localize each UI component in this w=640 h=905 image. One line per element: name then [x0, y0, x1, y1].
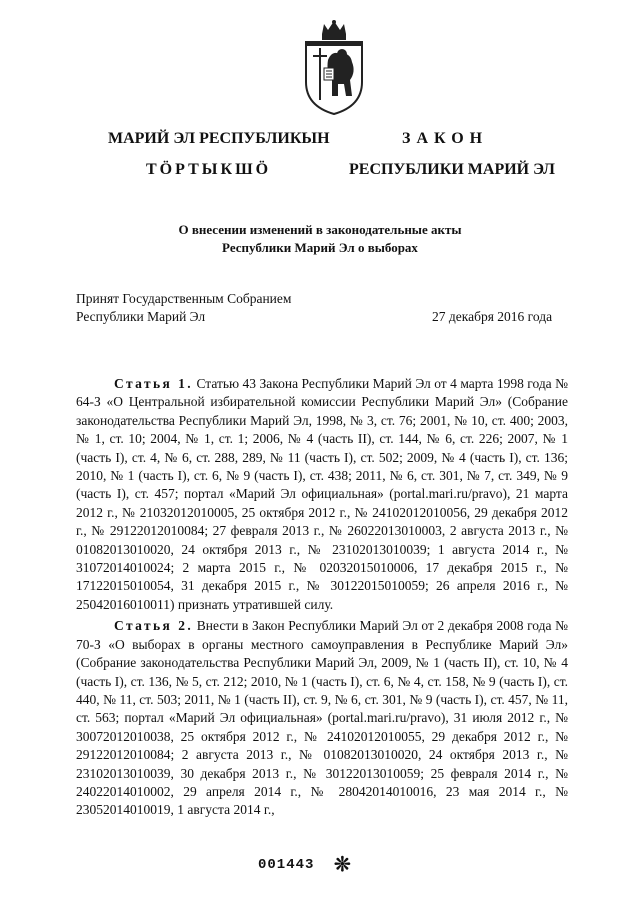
- adoption-statement: [76, 290, 291, 326]
- adoption-date: 27 декабря 2016 года: [432, 309, 553, 324]
- law-title-line1: О внесении изменений в законодательные акты: [178, 222, 462, 237]
- asterisk-mark-icon: ❊: [334, 854, 351, 876]
- article-2: [76, 617, 568, 819]
- header-right-line1: ЗАКОН: [402, 130, 489, 147]
- article-2-label: Статья 2.: [114, 618, 194, 634]
- law-title-line2: Республики Марий Эл о выборах: [222, 240, 418, 255]
- document-serial-number: 001443: [258, 857, 315, 873]
- header-left-line1: МАРИЙ ЭЛ РЕСПУБЛИКЫН: [108, 130, 330, 147]
- law-body: [76, 375, 568, 820]
- article-1-label: Статья 1.: [114, 376, 194, 391]
- article-2-text: Внести в Закон Республики Марий Эл от 2 декабря 2008 года № 70-З «О выборах в органы местного самоуправления в Республике Марий Эл» (Собрание законодательства Республики Марий Эл, 2009, № 1 (часть II), ст. 10, № 4 (часть I), ст. 136, № 5, ст. 212; 2010, № 1 (часть I), ст. 6, № 4, ст. 158, № 9 (часть I), ст. 440, № 11, ст. 503; 2011, № 1 (часть II), ст. 9, № 6, ст. 301, № 9 (часть I), ст. 457, № 11, ст. 563; портал «Марий Эл официальная» (portal.mari.ru/pravo), 31 июля 2012 г., № 30072012010038, 25 октября 2012 г., № 24102012010055, 29 декабря 2012 г., № 29122012010084; 2 августа 2013 г., № 01082013010020, 24 октября 2013 г., № 23102013010039, 30 декабря 2013 г., № 30122013010059; 25 февраля 2014 г., № 24022014010002, 29 апреля 2014 г., № 28042014010016, 23 мая 2014 г., № 23052014010019, 1 августа 2014 г.,: [76, 618, 568, 818]
- law-title: [0, 221, 640, 257]
- adoption-line1: Принят Государственным Собранием: [76, 291, 292, 306]
- article-1-text: Статью 43 Закона Республики Марий Эл от 4 марта 1998 года № 64-З «О Центральной избирательной комиссии Республики Марий Эл» (Собрание законодательства Республики Марий Эл, 1998, № 3, ст. 76; 2001, № 10, ст. 400; 2003, № 1, ст. 10; 2004, № 1, ст. 1; 2006, № 4 (часть II), ст. 144, № 6, ст. 226; 2007, № 1 (часть I), ст. 4, № 6, ст. 288, 289, № 11 (часть I), ст. 502; 2009, № 4 (часть I), ст. 136; 2010, № 1 (часть I), ст. 6, № 9 (часть I), ст. 438; 2011, № 6, ст. 301, № 7, ст. 349, № 9 (часть I), ст. 457; портал «Марий Эл официальная» (portal.mari.ru/pravo), 21 марта 2012 г., № 21032012010005, 25 октября 2012 г., № 24102012010056, 29 декабря 2012 г., № 29122012010084; 27 февраля 2013 г., № 26022013010003, 2 августа 2013 г., № 01082013010020, 24 октября 2013 г., № 23102013010039; 1 августа 2014 г., № 31072014010024; 2 марта 2015 г., № 02032015010006, 17 декабря 2015 г., № 17122015010054, 31 декабря 2015 г., № 30122015010059; 26 апреля 2016 г., № 25042016010011) признать утратившей силу.: [76, 376, 568, 612]
- article-1: [76, 375, 568, 614]
- header-left-line2: ТӦРТЫКШӦ: [146, 161, 272, 178]
- header-right-line2: РЕСПУБЛИКИ МАРИЙ ЭЛ: [349, 161, 555, 178]
- coat-of-arms-emblem: [298, 20, 370, 116]
- adoption-line2: Республики Марий Эл: [76, 309, 206, 324]
